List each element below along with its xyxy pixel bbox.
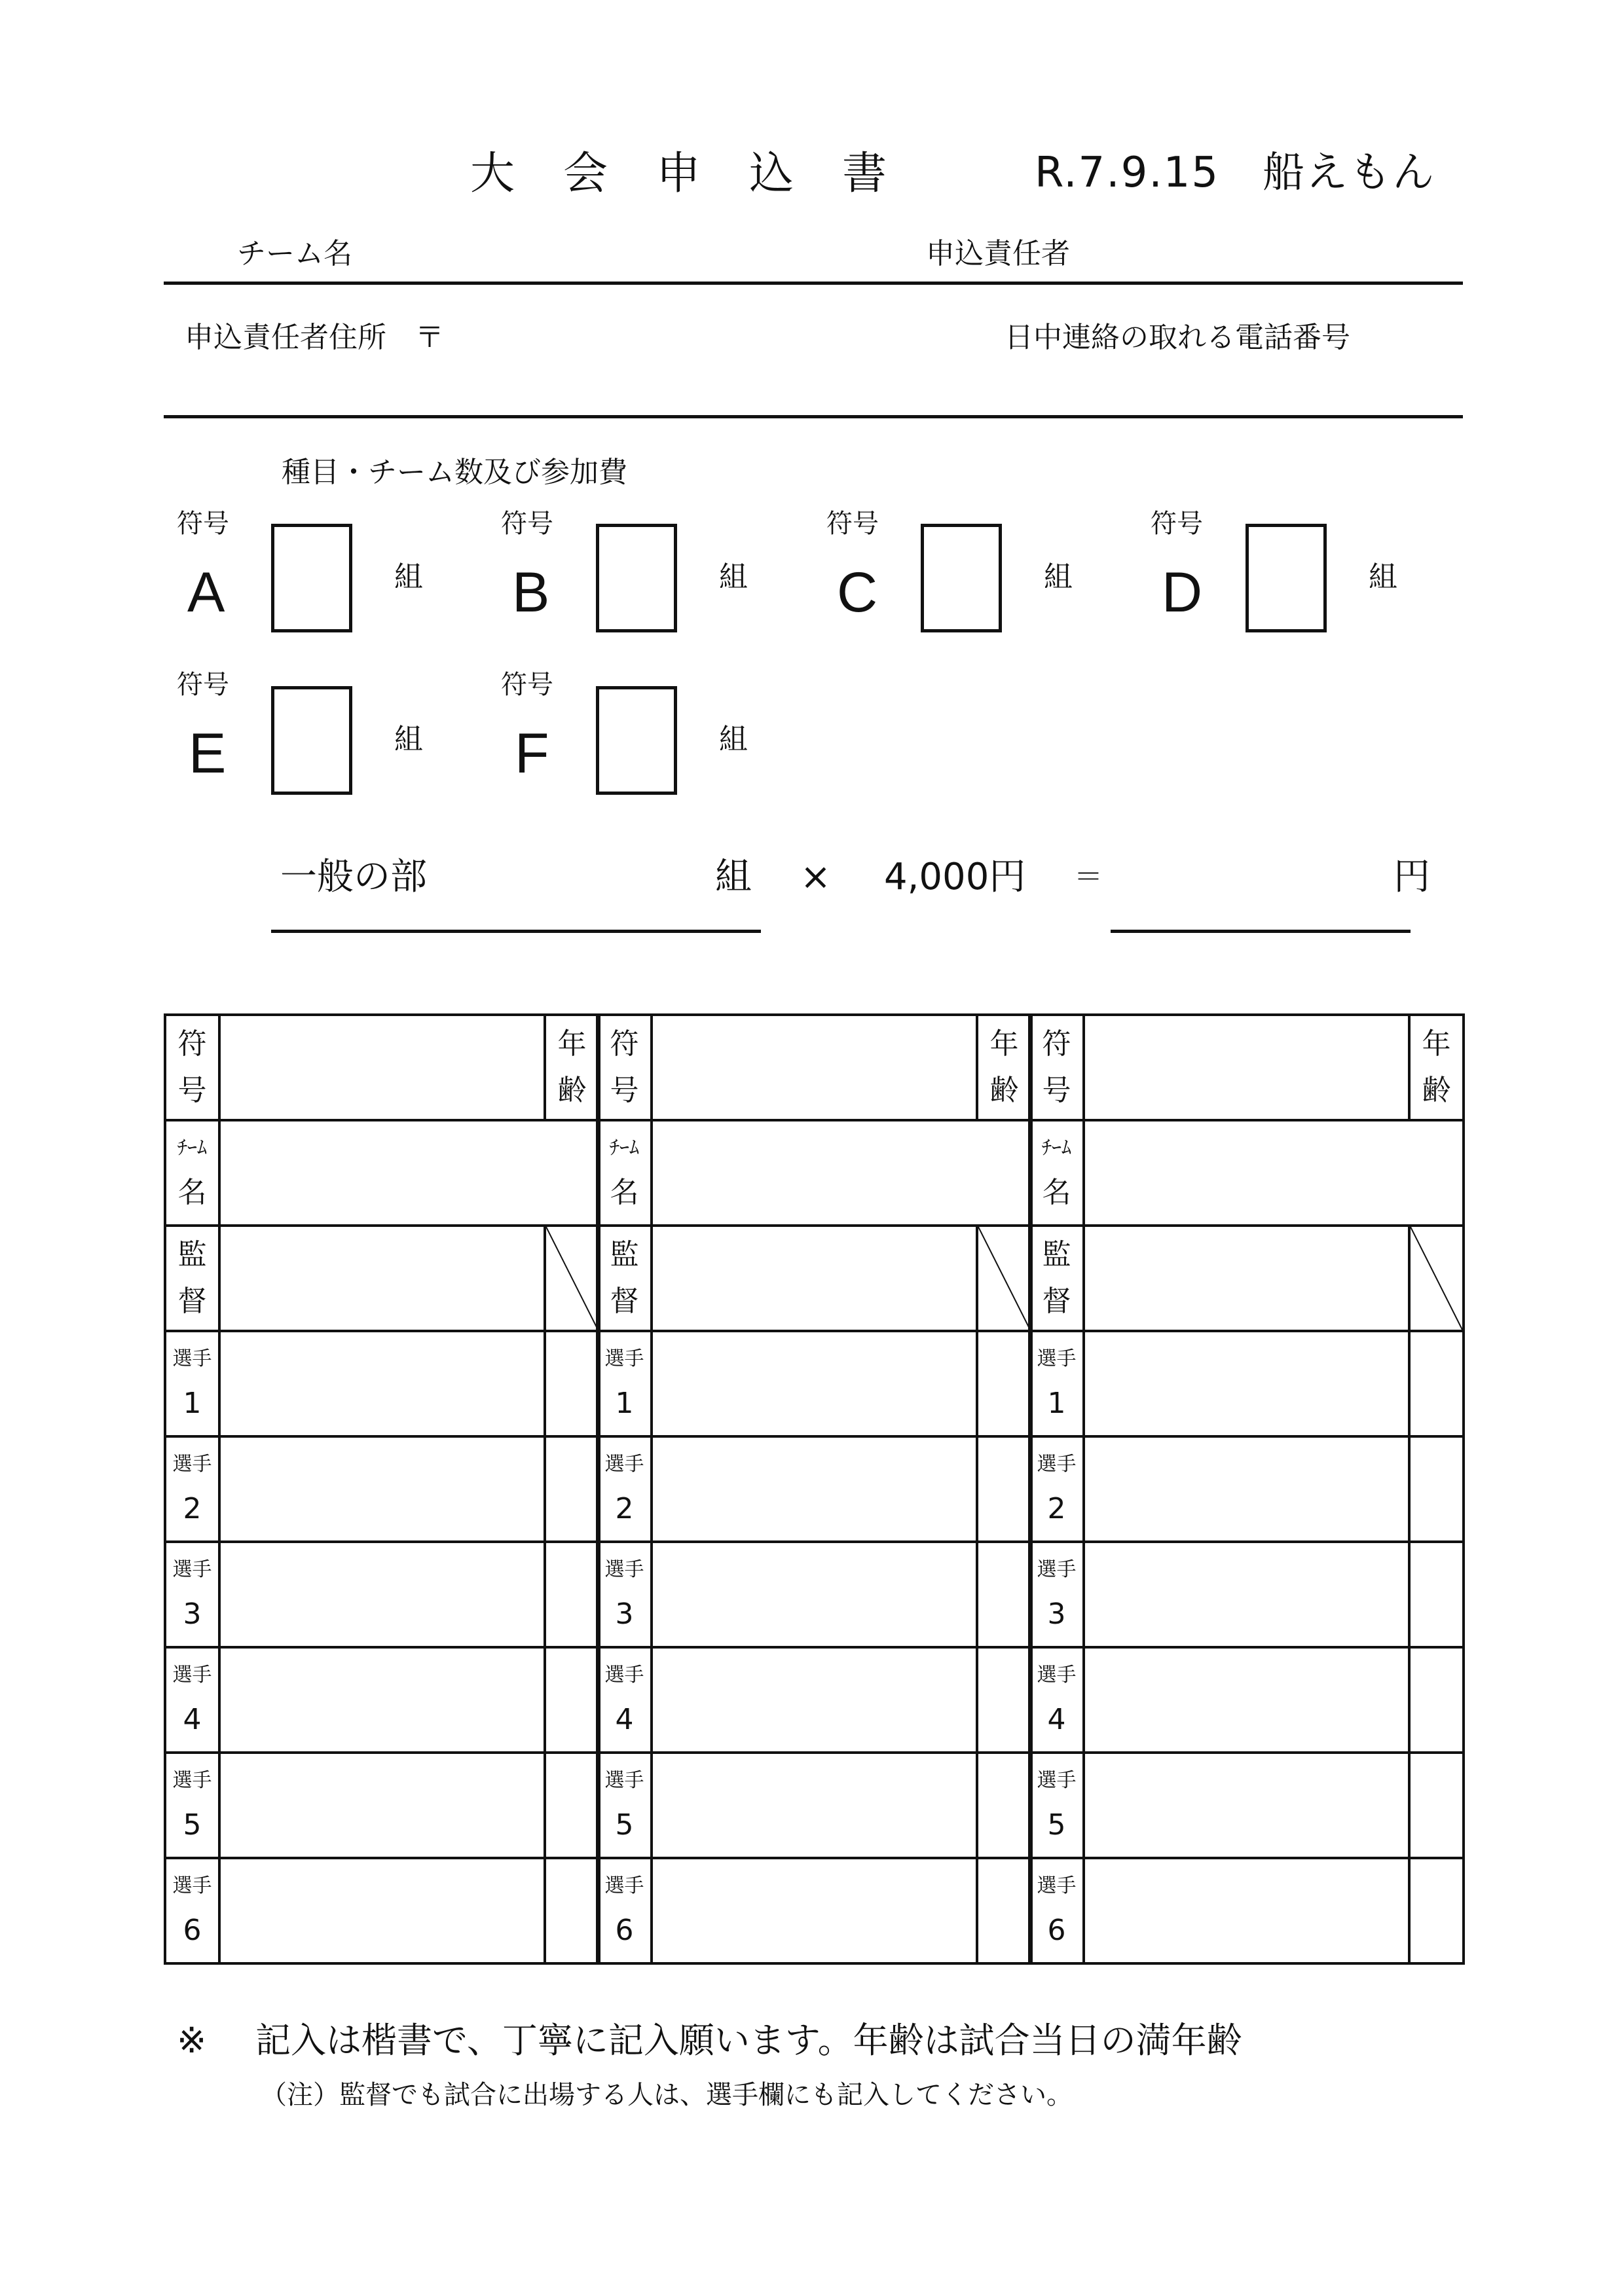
roster-table-3 xyxy=(1028,1013,1465,1965)
player-header xyxy=(165,1858,219,1963)
player-row-3 xyxy=(597,1542,1031,1647)
symbol-header xyxy=(165,1015,219,1120)
coach-header-line2: 督 xyxy=(1042,1284,1071,1318)
symbol-header-line2: 号 xyxy=(610,1073,639,1107)
player-name-input[interactable] xyxy=(219,1647,545,1753)
event-code: D xyxy=(1162,561,1203,624)
player-row-5 xyxy=(165,1753,599,1858)
player-age-input[interactable] xyxy=(977,1858,1031,1963)
symbol-header xyxy=(597,1015,652,1120)
coach-row xyxy=(165,1226,599,1331)
unit-price: 4,000円 xyxy=(884,856,1026,898)
player-name-input[interactable] xyxy=(652,1436,977,1542)
player-age-input[interactable] xyxy=(545,1647,599,1753)
team-row xyxy=(165,1120,599,1226)
event-code: A xyxy=(187,561,225,624)
age-header xyxy=(1409,1015,1464,1120)
player-name-input[interactable] xyxy=(1084,1331,1409,1436)
player-number: 2 xyxy=(183,1492,202,1526)
symbol-label: 符号 xyxy=(826,509,879,539)
team-count-box[interactable] xyxy=(596,524,677,632)
symbol-row xyxy=(165,1015,599,1120)
player-row-6 xyxy=(165,1858,599,1963)
coach-header-line1: 監 xyxy=(177,1238,207,1272)
team-name-label: チーム名 xyxy=(237,237,352,270)
player-row-2 xyxy=(597,1436,1031,1542)
roster-table-2 xyxy=(596,1013,1033,1965)
player-age-input[interactable] xyxy=(977,1331,1031,1436)
coach-header-line1: 監 xyxy=(1042,1238,1071,1272)
symbol-header-line2: 号 xyxy=(177,1073,207,1107)
coach-age-diagonal xyxy=(1409,1226,1464,1331)
coach-name-input[interactable] xyxy=(219,1226,545,1331)
player-name-input[interactable] xyxy=(652,1542,977,1647)
roster-table-1 xyxy=(164,1013,600,1965)
player-row-5 xyxy=(597,1753,1031,1858)
team-header-line2: 名 xyxy=(177,1176,207,1210)
event-code: C xyxy=(837,561,878,624)
player-age-input[interactable] xyxy=(1409,1858,1464,1963)
unit-label: 組 xyxy=(394,560,423,594)
fee-unit-label: 組 xyxy=(715,856,752,898)
player-number: 6 xyxy=(1047,1914,1066,1948)
team-row xyxy=(1029,1120,1464,1226)
player-number: 5 xyxy=(1047,1808,1066,1842)
symbol-label: 符号 xyxy=(177,509,229,539)
player-number: 4 xyxy=(615,1703,634,1737)
player-label: 選手 xyxy=(172,1874,212,1897)
team-header xyxy=(597,1120,652,1226)
yen-label: 円 xyxy=(1393,856,1430,898)
player-label: 選手 xyxy=(1037,1452,1077,1476)
player-number: 5 xyxy=(183,1808,202,1842)
player-row-4 xyxy=(165,1647,599,1753)
player-number: 4 xyxy=(1047,1703,1066,1737)
player-number: 5 xyxy=(615,1808,634,1842)
player-name-input[interactable] xyxy=(1084,1753,1409,1858)
age-header-line2: 齢 xyxy=(1422,1073,1451,1107)
team-header-line1: ﾁｰﾑ xyxy=(610,1136,639,1159)
form-date-author: R.7.9.15 船えもん xyxy=(1035,149,1436,197)
applicant-underline xyxy=(164,282,1463,285)
player-name-input[interactable] xyxy=(219,1858,545,1963)
player-header xyxy=(1029,1542,1084,1647)
age-header-line1: 年 xyxy=(1422,1027,1451,1061)
event-code: F xyxy=(515,722,549,785)
player-label: 選手 xyxy=(1037,1663,1077,1686)
player-name-input[interactable] xyxy=(219,1753,545,1858)
player-label: 選手 xyxy=(1037,1558,1077,1581)
player-name-input[interactable] xyxy=(652,1753,977,1858)
player-number: 1 xyxy=(1047,1387,1066,1421)
team-header xyxy=(165,1120,219,1226)
symbol-row xyxy=(1029,1015,1464,1120)
player-name-input[interactable] xyxy=(652,1858,977,1963)
player-row-6 xyxy=(597,1858,1031,1963)
player-age-input[interactable] xyxy=(977,1753,1031,1858)
player-label: 選手 xyxy=(1037,1768,1077,1792)
team-count-box[interactable] xyxy=(271,686,352,795)
player-header xyxy=(597,1858,652,1963)
player-row-1 xyxy=(1029,1331,1464,1436)
team-name-input[interactable] xyxy=(652,1120,1031,1226)
team-header xyxy=(1029,1120,1084,1226)
team-name-input[interactable] xyxy=(219,1120,599,1226)
team-name-input[interactable] xyxy=(1084,1120,1464,1226)
player-row-1 xyxy=(165,1331,599,1436)
division-label: 一般の部 xyxy=(280,856,427,898)
player-label: 選手 xyxy=(172,1663,212,1686)
player-number: 2 xyxy=(615,1492,634,1526)
player-row-4 xyxy=(1029,1647,1464,1753)
player-header xyxy=(1029,1647,1084,1753)
age-header-line2: 齢 xyxy=(989,1073,1019,1107)
player-number: 4 xyxy=(183,1703,202,1737)
total-amount-underline[interactable] xyxy=(1111,930,1411,933)
events-heading: 種目・チーム数及び参加費 xyxy=(282,456,627,489)
player-row-5 xyxy=(1029,1753,1464,1858)
player-name-input[interactable] xyxy=(1084,1542,1409,1647)
coach-row xyxy=(597,1226,1031,1331)
player-number: 6 xyxy=(183,1914,202,1948)
age-header xyxy=(545,1015,599,1120)
age-header-line2: 齢 xyxy=(557,1073,587,1107)
player-header xyxy=(1029,1858,1084,1963)
age-header-line1: 年 xyxy=(989,1027,1019,1061)
note-main: 記入は楷書で、丁寧に記入願います。年齢は試合当日の満年齢 xyxy=(255,2020,1242,2061)
symbol-input[interactable] xyxy=(652,1015,977,1120)
player-age-input[interactable] xyxy=(1409,1542,1464,1647)
player-header xyxy=(165,1647,219,1753)
player-header xyxy=(165,1542,219,1647)
coach-name-input[interactable] xyxy=(652,1226,977,1331)
player-label: 選手 xyxy=(172,1452,212,1476)
player-age-input[interactable] xyxy=(545,1542,599,1647)
unit-label: 組 xyxy=(1369,560,1397,594)
applicant-address-label: 申込責任者住所 〒 xyxy=(185,321,444,354)
player-label: 選手 xyxy=(604,1768,644,1792)
symbol-label: 符号 xyxy=(177,670,229,700)
unit-label: 組 xyxy=(719,560,748,594)
player-header xyxy=(1029,1436,1084,1542)
player-row-2 xyxy=(1029,1436,1464,1542)
player-number: 6 xyxy=(615,1914,634,1948)
player-age-input[interactable] xyxy=(545,1436,599,1542)
symbol-header-line2: 号 xyxy=(1042,1073,1071,1107)
note-sub: （注）監督でも試合に出場する人は、選手欄にも記入してください。 xyxy=(261,2080,1073,2110)
player-header xyxy=(1029,1753,1084,1858)
player-name-input[interactable] xyxy=(1084,1436,1409,1542)
symbol-header xyxy=(1029,1015,1084,1120)
player-header xyxy=(597,1753,652,1858)
symbol-header-line1: 符 xyxy=(177,1027,207,1061)
team-row xyxy=(597,1120,1031,1226)
player-header xyxy=(1029,1331,1084,1436)
coach-name-input[interactable] xyxy=(1084,1226,1409,1331)
player-header xyxy=(597,1331,652,1436)
player-name-input[interactable] xyxy=(652,1331,977,1436)
player-row-6 xyxy=(1029,1858,1464,1963)
player-row-3 xyxy=(165,1542,599,1647)
note-mark: ※ xyxy=(177,2020,207,2061)
symbol-header-line1: 符 xyxy=(610,1027,639,1061)
player-label: 選手 xyxy=(604,1558,644,1581)
coach-header-line2: 督 xyxy=(610,1284,639,1318)
event-code: B xyxy=(512,561,550,624)
coach-row xyxy=(1029,1226,1464,1331)
team-header-line1: ﾁｰﾑ xyxy=(1042,1136,1071,1159)
player-age-input[interactable] xyxy=(1409,1647,1464,1753)
symbol-label: 符号 xyxy=(501,670,553,700)
player-age-input[interactable] xyxy=(977,1647,1031,1753)
player-name-input[interactable] xyxy=(1084,1647,1409,1753)
unit-label: 組 xyxy=(394,723,423,756)
player-age-input[interactable] xyxy=(545,1331,599,1436)
age-header-line1: 年 xyxy=(557,1027,587,1061)
player-age-input[interactable] xyxy=(545,1753,599,1858)
player-row-3 xyxy=(1029,1542,1464,1647)
team-header-line2: 名 xyxy=(610,1176,639,1210)
player-label: 選手 xyxy=(172,1558,212,1581)
player-header xyxy=(597,1542,652,1647)
team-count-box[interactable] xyxy=(596,686,677,795)
player-label: 選手 xyxy=(1037,1347,1077,1370)
daytime-phone-label: 日中連絡の取れる電話番号 xyxy=(1005,321,1350,354)
player-header xyxy=(165,1331,219,1436)
player-name-input[interactable] xyxy=(219,1331,545,1436)
player-label: 選手 xyxy=(172,1347,212,1370)
player-age-input[interactable] xyxy=(1409,1436,1464,1542)
player-header xyxy=(597,1436,652,1542)
equals-sign: ＝ xyxy=(1074,860,1103,894)
applicant-person-label: 申込責任者 xyxy=(926,237,1070,270)
player-age-input[interactable] xyxy=(545,1858,599,1963)
player-age-input[interactable] xyxy=(977,1542,1031,1647)
symbol-label: 符号 xyxy=(1151,509,1203,539)
symbol-row xyxy=(597,1015,1031,1120)
player-name-input[interactable] xyxy=(652,1647,977,1753)
age-header xyxy=(977,1015,1031,1120)
unit-label: 組 xyxy=(719,723,748,756)
player-number: 3 xyxy=(615,1597,634,1631)
coach-header xyxy=(597,1226,652,1331)
player-label: 選手 xyxy=(1037,1874,1077,1897)
player-number: 2 xyxy=(1047,1492,1066,1526)
player-number: 1 xyxy=(615,1387,634,1421)
address-underline xyxy=(164,415,1463,418)
player-name-input[interactable] xyxy=(219,1542,545,1647)
player-name-input[interactable] xyxy=(1084,1858,1409,1963)
coach-header-line1: 監 xyxy=(610,1238,639,1272)
player-age-input[interactable] xyxy=(1409,1331,1464,1436)
player-header xyxy=(165,1753,219,1858)
team-count-box[interactable] xyxy=(1246,524,1327,632)
player-number: 3 xyxy=(1047,1597,1066,1631)
symbol-input[interactable] xyxy=(219,1015,545,1120)
team-header-line2: 名 xyxy=(1042,1176,1071,1210)
player-row-4 xyxy=(597,1647,1031,1753)
event-code: E xyxy=(189,722,227,785)
player-row-1 xyxy=(597,1331,1031,1436)
player-number: 3 xyxy=(183,1597,202,1631)
unit-label: 組 xyxy=(1044,560,1073,594)
team-header-line1: ﾁｰﾑ xyxy=(177,1136,207,1159)
team-count-box[interactable] xyxy=(271,524,352,632)
coach-age-diagonal xyxy=(545,1226,599,1331)
player-label: 選手 xyxy=(172,1768,212,1792)
coach-age-diagonal xyxy=(977,1226,1031,1331)
player-label: 選手 xyxy=(604,1347,644,1370)
player-label: 選手 xyxy=(604,1452,644,1476)
player-label: 選手 xyxy=(604,1663,644,1686)
times-sign: × xyxy=(800,856,831,898)
team-count-box[interactable] xyxy=(921,524,1002,632)
player-row-2 xyxy=(165,1436,599,1542)
symbol-header-line1: 符 xyxy=(1042,1027,1071,1061)
symbol-input[interactable] xyxy=(1084,1015,1409,1120)
player-name-input[interactable] xyxy=(219,1436,545,1542)
coach-header-line2: 督 xyxy=(177,1284,207,1318)
player-header xyxy=(597,1647,652,1753)
player-age-input[interactable] xyxy=(1409,1753,1464,1858)
player-number: 1 xyxy=(183,1387,202,1421)
team-count-underline[interactable] xyxy=(271,930,761,933)
coach-header xyxy=(165,1226,219,1331)
page-title: 大会申込書 xyxy=(470,148,936,200)
player-label: 選手 xyxy=(604,1874,644,1897)
symbol-label: 符号 xyxy=(501,509,553,539)
player-age-input[interactable] xyxy=(977,1436,1031,1542)
player-header xyxy=(165,1436,219,1542)
coach-header xyxy=(1029,1226,1084,1331)
